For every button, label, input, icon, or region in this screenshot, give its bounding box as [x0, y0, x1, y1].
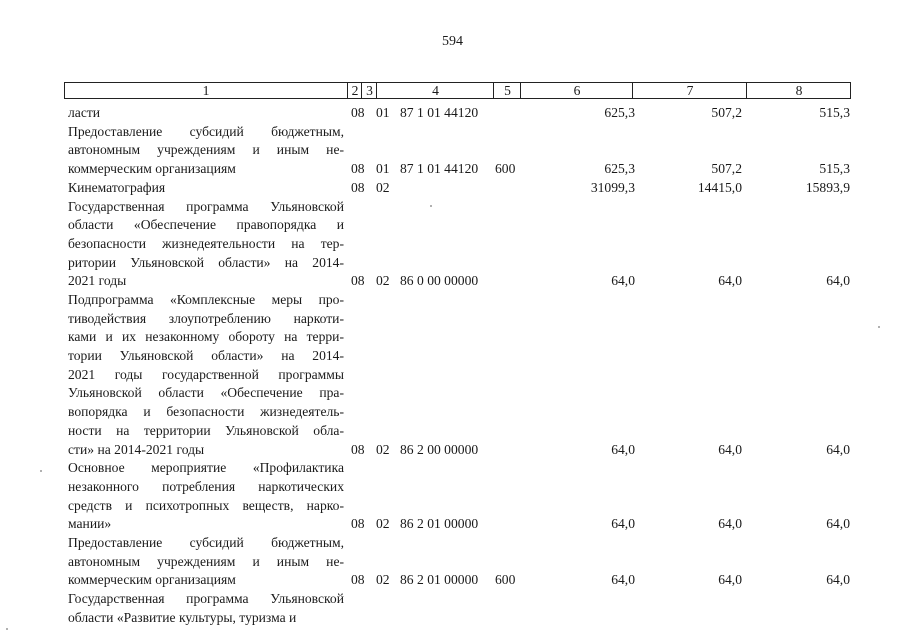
row-amount-col6: 64,0	[611, 516, 635, 532]
row-description	[68, 291, 344, 459]
row-target-article-code: 86 2 01 00000	[400, 516, 479, 532]
row-section-code: 08	[351, 161, 365, 177]
row-amount-col8: 15893,9	[805, 179, 850, 195]
row-subsection-code: 02	[376, 572, 390, 588]
row-description-line: безопасности жизнедеятельности на тер-	[68, 235, 344, 251]
row-amount-col8: 64,0	[826, 516, 850, 532]
row-amount-col6: 64,0	[611, 572, 635, 588]
row-section-code: 08	[351, 105, 365, 120]
row-amount-col6: 31099,3	[590, 179, 635, 195]
header-col-5: 5	[493, 83, 521, 98]
row-description-line: вопорядка и безопасности жизнедеятель-	[68, 404, 344, 420]
row-description-line: тиводействия злоупотреблению наркоти-	[68, 310, 344, 326]
row-description	[68, 198, 344, 291]
row-description-line: мании»	[68, 516, 112, 532]
row-description-line: ритории Ульяновской области» на 2014-	[68, 254, 344, 270]
row-amount-col7: 64,0	[718, 516, 742, 532]
row-description-line: коммерческим организациям	[68, 572, 236, 588]
row-target-article-code: 86 0 00 00000	[400, 273, 479, 289]
row-amount-col7: 64,0	[718, 441, 742, 457]
row-section-code: 08	[351, 516, 365, 532]
row-subsection-code: 01	[376, 161, 390, 177]
row-description	[68, 123, 344, 179]
row-description	[68, 534, 344, 590]
row-description-line: ности на территории Ульяновской обла-	[68, 422, 344, 438]
row-description-line: 2021 годы государственной программы	[68, 366, 344, 382]
row-amount-col8: 64,0	[826, 572, 850, 588]
header-col-1: 1	[202, 83, 210, 98]
row-description-line: Государственная программа Ульяновской	[68, 198, 344, 214]
scan-speck	[878, 326, 880, 328]
row-amount-col6: 625,3	[604, 161, 635, 177]
row-target-article-code: 87 1 01 44120	[400, 105, 479, 120]
row-amount-col8: 64,0	[826, 273, 850, 289]
row-amount-col7: 64,0	[718, 273, 742, 289]
row-amount-col8: 515,3	[819, 161, 850, 177]
row-description-line: Государственная программа Ульяновской	[68, 591, 344, 607]
row-description-line: Основное мероприятие «Профилактика	[68, 460, 344, 476]
row-target-article-code: 87 1 01 44120	[400, 161, 479, 177]
row-subsection-code: 01	[376, 105, 390, 120]
row-amount-col7: 14415,0	[697, 179, 742, 195]
row-description-line: Предоставление субсидий бюджетным,	[68, 123, 344, 139]
row-amount-col8: 515,3	[819, 105, 850, 120]
row-description	[68, 590, 344, 627]
header-col-6: 6	[520, 83, 633, 98]
row-subsection-code: 02	[376, 441, 390, 457]
row-description-line: Предоставление субсидий бюджетным,	[68, 535, 344, 551]
row-target-article-code: 86 2 00 00000	[400, 441, 479, 457]
header-col-2: 2	[347, 83, 362, 98]
header-col-8: 8	[746, 83, 851, 98]
row-description	[68, 179, 344, 198]
row-section-code: 08	[351, 572, 365, 588]
row-subsection-code: 02	[376, 516, 390, 532]
row-description-line: средств и психотропных веществ, нарко-	[68, 497, 344, 513]
row-expense-type-code: 600	[495, 161, 516, 177]
row-description-line: коммерческим организациям	[68, 161, 236, 177]
row-subsection-code: 02	[376, 273, 390, 289]
row-section-code: 08	[351, 179, 365, 195]
row-description-line: Подпрограмма «Комплексные меры про-	[68, 292, 344, 307]
row-description-line: 2021 годы	[68, 273, 127, 289]
row-description-line: ками и их незаконному обороту на терри-	[68, 329, 344, 345]
row-subsection-code: 02	[376, 179, 390, 195]
scan-speck	[40, 470, 42, 472]
row-description-line: области «Обеспечение правопорядка и	[68, 217, 344, 233]
row-description	[68, 104, 344, 123]
row-description	[68, 459, 344, 534]
row-section-code: 08	[351, 441, 365, 457]
header-col-7: 7	[632, 83, 747, 98]
row-expense-type-code: 600	[495, 572, 516, 588]
scan-speck	[430, 205, 432, 207]
row-section-code: 08	[351, 273, 365, 289]
row-amount-col7: 507,2	[711, 161, 742, 177]
row-amount-col7: 507,2	[711, 105, 742, 120]
header-col-3: 3	[361, 83, 377, 98]
row-amount-col8: 64,0	[826, 441, 850, 457]
row-description-line: области «Развитие культуры, туризма и	[68, 609, 297, 625]
row-description-line: незаконного потребления наркотических	[68, 478, 344, 494]
row-amount-col6: 64,0	[611, 273, 635, 289]
row-amount-col7: 64,0	[718, 572, 742, 588]
scan-speck	[6, 628, 8, 630]
row-description-line: автономным учреждениям и иным не-	[68, 142, 344, 158]
row-amount-col6: 64,0	[611, 441, 635, 457]
table-header	[64, 82, 851, 99]
row-amount-col6: 625,3	[604, 105, 635, 120]
header-col-4: 4	[376, 83, 494, 98]
row-description-line: тории Ульяновской области» на 2014-	[68, 348, 344, 364]
row-description-line: ласти	[68, 105, 101, 120]
row-description-line: сти» на 2014-2021 годы	[68, 441, 205, 457]
row-description-line: автономным учреждениям и иным не-	[68, 553, 344, 569]
row-description-line: Ульяновской области «Обеспечение пра-	[68, 385, 344, 401]
row-target-article-code: 86 2 01 00000	[400, 572, 479, 588]
row-description-line: Кинематография	[68, 179, 166, 195]
page-number: 594	[442, 34, 463, 49]
